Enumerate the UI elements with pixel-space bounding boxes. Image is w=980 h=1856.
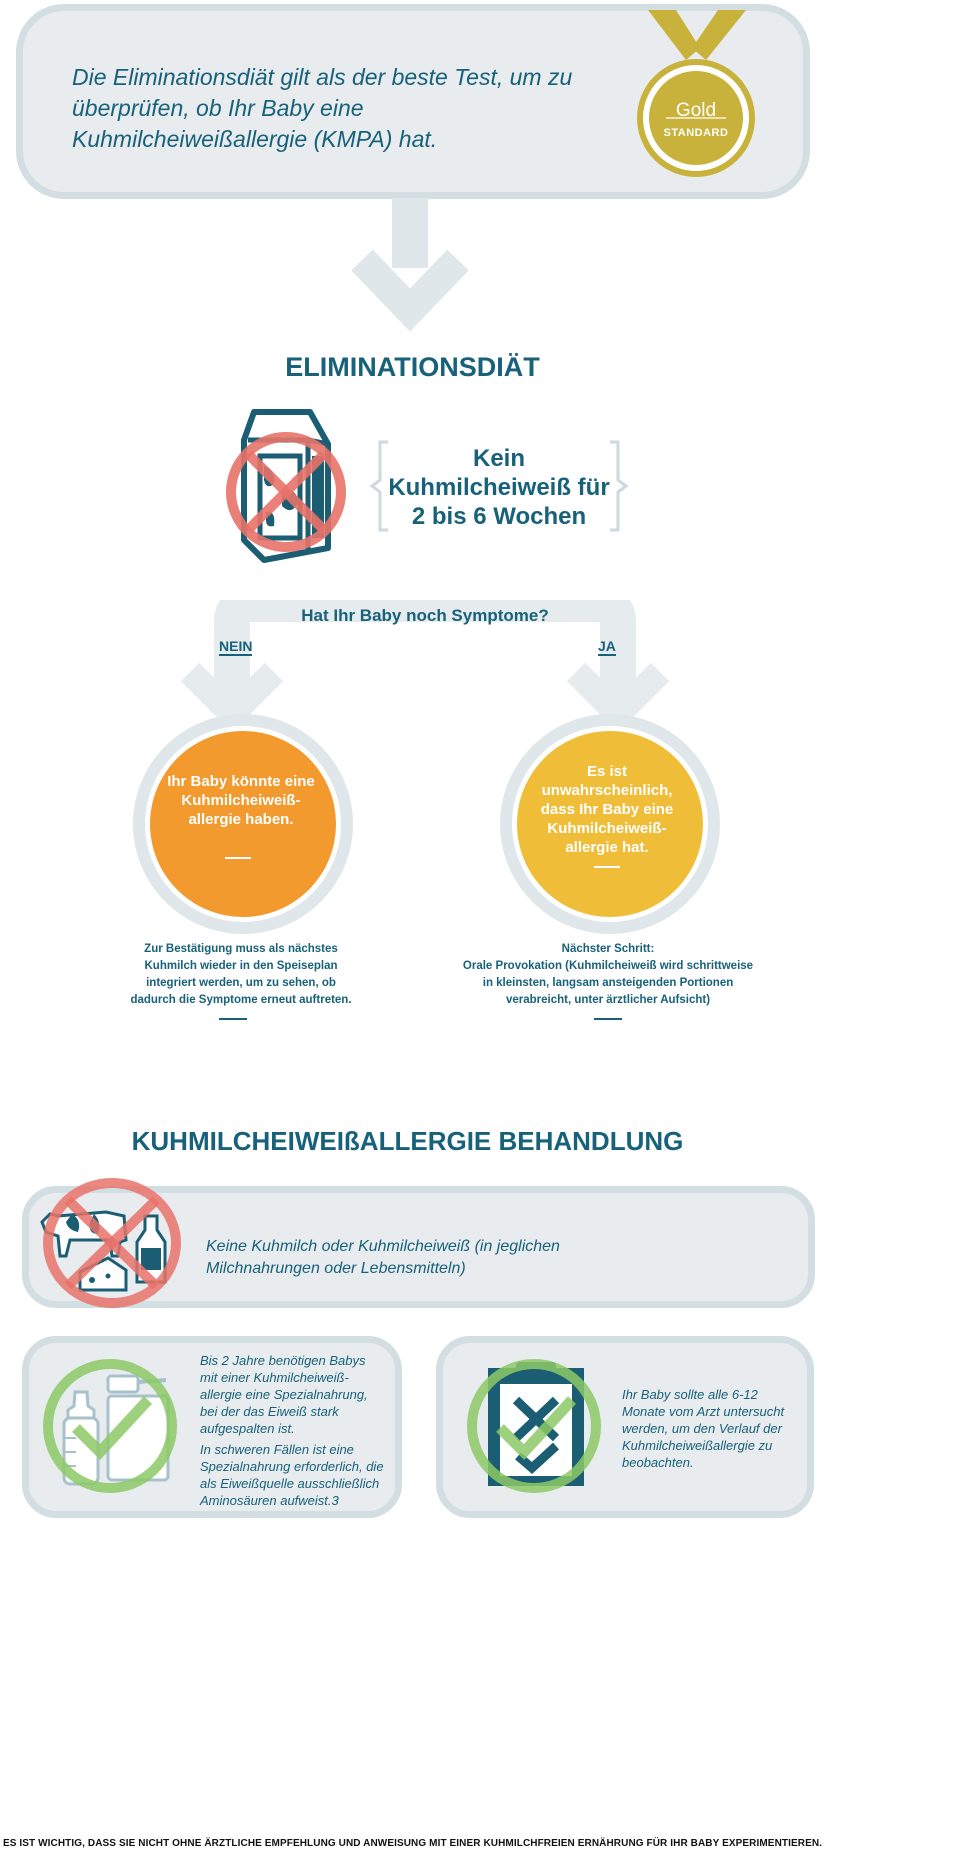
footer-disclaimer: ES IST WICHTIG, DASS SIE NICHT OHNE ÄRZTLICHE EMPFEHLUNG UND ANWEISUNG MIT EINER KUHMILCHFREIEN ERNÄHRUNG FÜR IHR BABY EXPERIMENTIEREN. <box>2 1838 823 1849</box>
checkup-text: Ihr Baby sollte alle 6-12 Monate vom Arzt untersucht werden, um den Verlauf der Kuhmilcheiweißallergie zu beobachten. <box>622 1387 785 1470</box>
checkup-check-icon <box>464 1356 604 1496</box>
formula-text-2: In schweren Fällen ist eine Spezialnahrung erforderlich, die als Eiweißquelle ausschließlich Aminosäuren aufweist.3 <box>200 1442 384 1508</box>
no-next-step: Zur Bestätigung muss als nächstes Kuhmilch wieder in den Speiseplan integriert werden, um zu sehen, ob dadurch die Symptome erneut auftreten. <box>130 943 352 1006</box>
no-label: NEIN <box>219 638 253 654</box>
no-symbol-icon <box>224 430 348 554</box>
medal-icon <box>630 8 762 188</box>
formula-check-icon <box>40 1356 180 1496</box>
elimination-title: ELIMINATIONSDIÄT <box>285 352 540 382</box>
intro-text: Die Eliminationsdiät gilt als der beste Test, um zu überprüfen, ob Ihr Baby eine Kuhmilcheiweißallergie (KMPA) hat. <box>72 64 573 152</box>
yes-next-title: Nächster Schritt: <box>561 943 655 955</box>
elimination-rule: Kein Kuhmilcheiweiß für 2 bis 6 Wochen <box>388 445 610 530</box>
down-arrow-icon <box>350 198 470 338</box>
no-result-text: Ihr Baby könnte eine Kuhmilcheiweiß-allergie haben. <box>167 773 315 828</box>
yes-next-divider <box>594 1018 622 1020</box>
yes-label: JA <box>598 638 616 654</box>
yes-result-text: Es ist unwahrscheinlich, dass Ihr Baby eine Kuhmilcheiweiß-allergie hat. <box>540 763 674 856</box>
avoid-text: Keine Kuhmilch oder Kuhmilcheiweiß (in jeglichen Milchnahrungen oder Lebensmitteln) <box>206 1238 560 1277</box>
badge-standard-text: STANDARD <box>663 127 729 139</box>
formula-text-1: Bis 2 Jahre benötigen Babys mit einer Kuhmilcheiweiß-allergie eine Spezialnahrung, bei der das Eiweiß stark aufgespalten ist. <box>200 1353 368 1436</box>
treatment-title: KUHMILCHEIWEIßALLERGIE BEHANDLUNG <box>131 1126 684 1156</box>
badge-gold-text: Gold <box>675 100 717 121</box>
no-next-divider <box>219 1018 247 1020</box>
yes-result-divider <box>594 866 620 868</box>
decision-question: Hat Ihr Baby noch Symptome? <box>301 606 549 625</box>
avoid-no-symbol-icon <box>40 1176 184 1310</box>
no-result-divider <box>225 857 251 859</box>
yes-next-step: Orale Provokation (Kuhmilcheiweiß wird schrittweise in kleinsten, langsam ansteigenden Portionen verabreicht, unter ärztlicher Aufsicht) <box>462 960 754 1006</box>
